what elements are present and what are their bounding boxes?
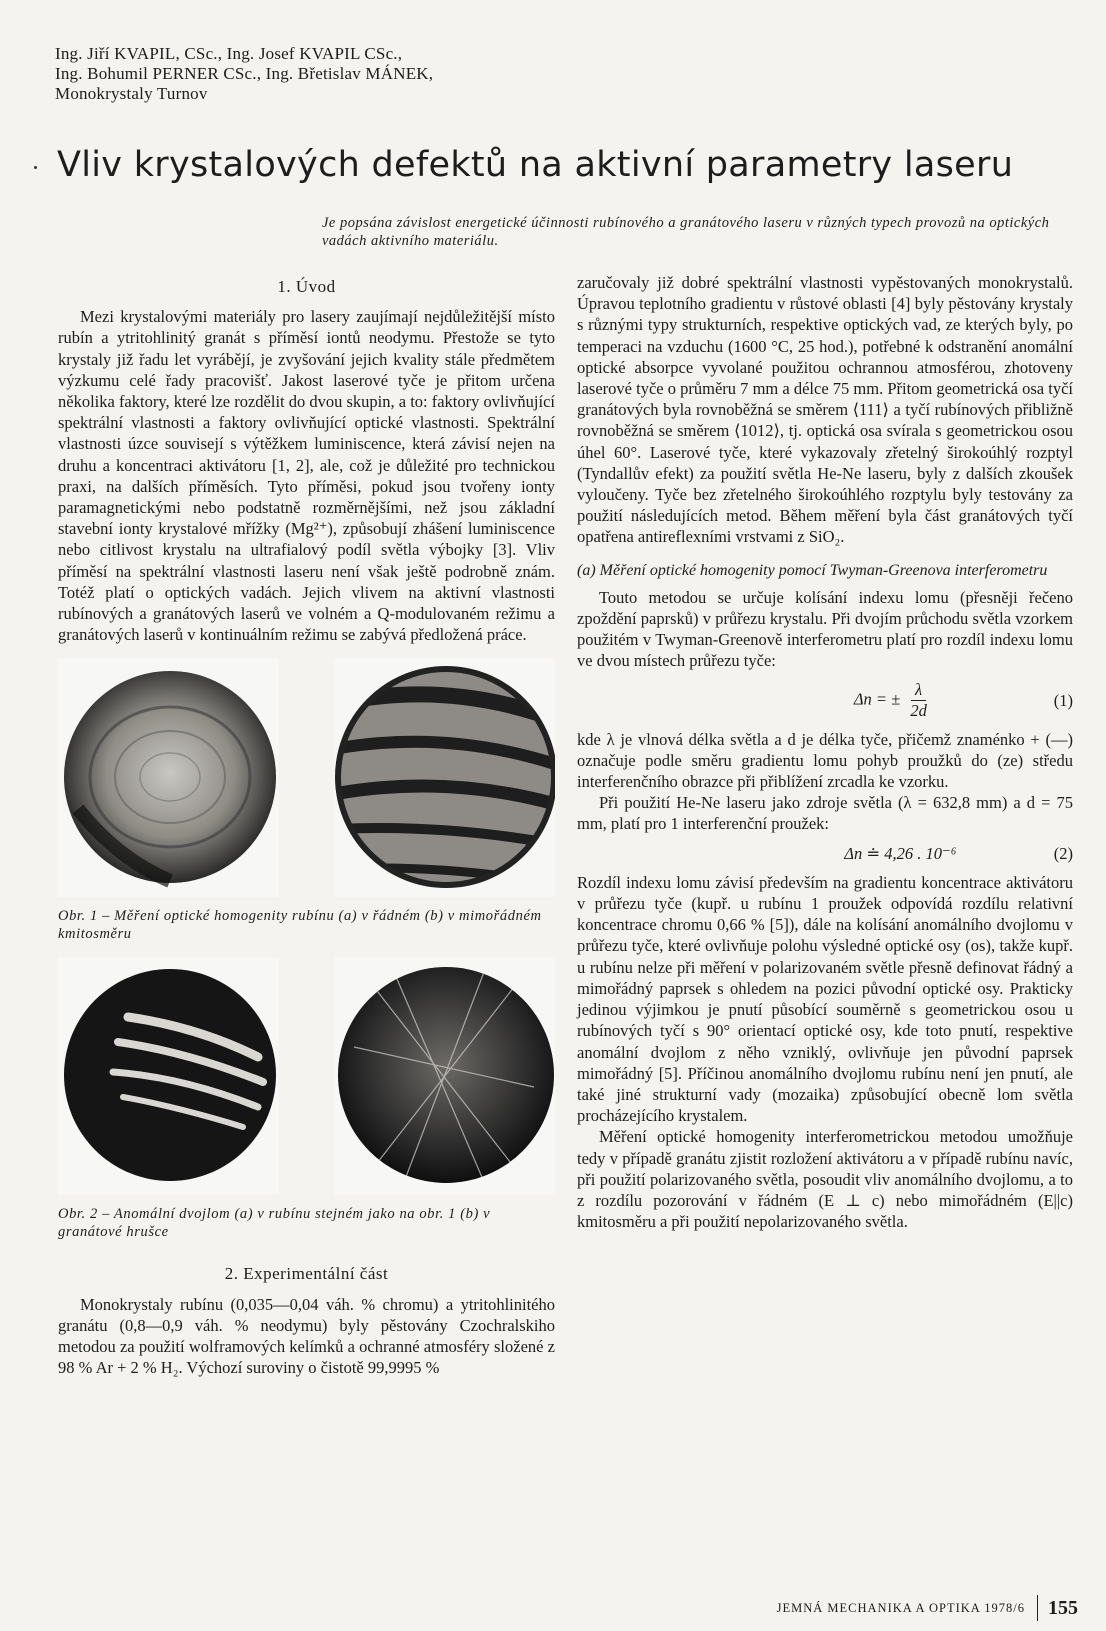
section-2-text: Monokrystaly rubínu (0,035—0,04 váh. % chromu) a ytritohlinitého granátu (0,8—0,9 váh. % neodymu) byly pěstovány Czochralskiho metodou za použití wolframových kelímků a ochranné atmosféry složené z 98 % Ar + 2 % H₂. Výchozí suroviny o čistotě 99,9995 %: [58, 1294, 555, 1378]
fig1a-interferogram-image: [58, 659, 279, 897]
article-title: Vliv krystalových defektů na aktivní parametry laseru: [57, 145, 1014, 185]
stray-dot: [34, 166, 37, 169]
page-footer: [777, 1595, 1078, 1621]
figure-1: [58, 659, 555, 897]
equation-1-lhs: Δn = ±: [853, 688, 901, 708]
subsection-a-heading: (a) Měření optické homogenity pomocí Twyman-Greenova interferometru: [577, 561, 1048, 579]
equation-1: [577, 680, 1073, 721]
equation-2: [577, 843, 1073, 864]
equation-1-numerator: λ: [911, 680, 926, 701]
journal-name: JEMNÁ MECHANIKA A OPTIKA 1978/6: [776, 1600, 1025, 1615]
figure-2: [58, 957, 555, 1195]
abstract: Je popsána závislost energetické účinnosti rubínového a granátového laseru v různých typech provozů na optických vadách aktivního materiálu.: [322, 215, 1050, 249]
footer-divider: [1037, 1595, 1038, 1621]
figure-1-caption: Obr. 1 – Měření optické homogenity rubínu (a) v řádném (b) v mimořádném kmitosměru: [58, 908, 542, 943]
page-number: 155: [1048, 1596, 1078, 1619]
equation-2-expression: Δn ≐ 4,26 . 10⁻⁶: [844, 843, 957, 863]
right-paragraph-6: Měření optické homogenity interferometrickou metodou umožňuje tedy v případě granátu zjistit rozložení aktivátoru a v případě rubínu navíc, při použití polarizovaného světla, posoudit vliv anomálního dvojlomu, a to z rozdílu pozorování v řádném (E ⊥ c) nebo mimořádném (E||c) kmitosměru a při použití nepolarizovaného světla.: [577, 1127, 1073, 1232]
section-2-heading: 2. Experimentální část: [224, 1264, 389, 1284]
right-column: [577, 272, 1073, 1232]
section-1-text: Mezi krystalovými materiály pro lasery zaujímají nejdůležitější místo rubín a ytritohlinitý granát s příměsí iontů neodymu. Přestože se tyto krystaly již řadu let vyrábějí, je zvyšování jejich kvality stále předmětem výzkumu celé řady pracovišť. Jakost laserové tyče je přitom určena několika faktory, které lze rozdělit do dvou skupin, a to: faktory ovlivňující spektrální vlastnosti a faktory ovlivňující optické vlastnosti. Spektrální vlastnosti úzce souvisejí s výtěžkem luminiscence, která závisí nejen na druhu a koncentraci aktivátoru [1, 2], ale, což je důležité pro technickou praxi, na dalších příměsích. Tyto příměsi, pokud jsou tvořeny ionty paramagnetickými nebo podstatně rozměrnějšími, než jsou základní stavební ionty krystalové mřížky (Mg²⁺), způsobují zhášení luminiscence nebo citlivost krystalu na ultrafialový podíl světla výbojky [3]. Vliv příměsí na spektrální vlastnosti laseru není však ještě podrobně znám. Totéž platí o optických vadách. Jejich vlivem na aktivní vlastnosti rubínových a granátových laserů ve volném a Q-modulovaném režimu a granátových laserů v kontinuálním režimu se zabývá předložená práce.: [58, 307, 556, 645]
equation-1-denominator: 2d: [910, 700, 927, 720]
right-paragraph-5: Rozdíl indexu lomu závisí především na gradientu koncentrace aktivátoru v průřezu tyče (kupř. u rubínu 1 proužek odpovídá rozdílu relativní koncentrace chromu 0,66 % [5]), dále na kolísání anomálního dvojlomu v průřezu tyče, které ovlivňuje polohu výsledné optické osy (os), takže kupř. u rubínu nelze při měření v polarizovaném světle přesně definovat řádný a mimořádný paprsek s ohledem na pozici původní optické osy. Prakticky jedinou výjimkou je pnutí působící souměrně s geometrickou osou u rubínových tyčí s 90° orientací optické osy, kde toto pnutí, respektive anomální dvojlom z něho vzniklý, ovlivňuje jen původní paprsek mimořádný [5]. Příčinou anomálního dvojlomu rubínu není jen pnutí, ale také jiné strukturní vady (mozaika) způsobující obecně lom světla procházejícího krystalem.: [577, 872, 1073, 1126]
authors-block: [55, 44, 755, 104]
right-paragraph-4: Při použití He-Ne laseru jako zdroje světla (λ = 632,8 mm) a d = 75 mm, platí pro 1 interferenční proužek:: [577, 793, 1073, 834]
section-1-heading: 1. Úvod: [277, 277, 336, 296]
authors-line-1: Ing. Jiří KVAPIL, CSc., Ing. Josef KVAPIL CSc.,: [55, 44, 403, 63]
figure-2-caption: Obr. 2 – Anomální dvojlom (a) v rubínu stejném jako na obr. 1 (b) v granátové hrušce: [58, 1206, 491, 1241]
authors-line-2: Ing. Bohumil PERNER CSc., Ing. Břetislav MÁNEK,: [55, 64, 434, 83]
equation-1-fraction: [910, 680, 927, 721]
equation-2-label: (2): [1053, 843, 1073, 863]
left-column: [58, 272, 555, 1378]
equation-1-label: (1): [1053, 690, 1073, 710]
affiliation: Monokrystaly Turnov: [55, 84, 208, 103]
right-paragraph-3: kde λ je vlnová délka světla a d je délka tyče, přičemž znaménko + (—) označuje podle směru gradientu lomu pohyb proužků do (ze) středu interferenčního obrazce při přiblížení zrcadla ke vzorku.: [577, 729, 1073, 792]
right-paragraph-1: zaručovaly již dobré spektrální vlastnosti vypěstovaných monokrystalů. Úpravou teplotního gradientu v růstové oblasti [4] byly pěstovány krystaly s různými typy strukturních, respektive optických vad, ze kterých byly, po temperaci na vzduchu (1600 °C, 25 hod.), potřebné k odstranění anomální optické absorpce vyvolané použitou ochrannou atmosférou, zhotoveny laserové tyče o průměru 7 mm a délce 75 mm. Přitom geometrická osa tyčí granátových byla rovnoběžná se směrem ⟨111⟩ a tyčí rubínových přibližně rovnoběžná se směrem ⟨1012⟩, tj. optická osa svírala s geometrickou osou úhel 60°. Laserové tyče, které vykazovaly zřetelný širokoúhlý rozptyl (Tyndallův efekt) za použití světla He-Ne laseru, byly z dalších zkoušek vyloučeny. Tyče bez zřetelného širokoúhlého rozptylu byly testovány za použití následujících metod. Během měření byla část granátových tyčí opatřena antireflexními vrstvami z SiO₂.: [577, 273, 1073, 547]
fig2b-birefringence-image: [334, 957, 555, 1195]
right-paragraph-2: Touto metodou se určuje kolísání indexu lomu (přesněji řečeno zpoždění paprsků) v průřezu krystalu. Při dvojím průchodu světla vzorkem použitém v Twyman-Greenově interferometru platí pro rozdíl indexu lomu ve dvou místech průřezu tyče:: [577, 587, 1073, 671]
fig1b-interferogram-image: [334, 659, 555, 897]
fig2a-birefringence-image: [58, 957, 279, 1195]
